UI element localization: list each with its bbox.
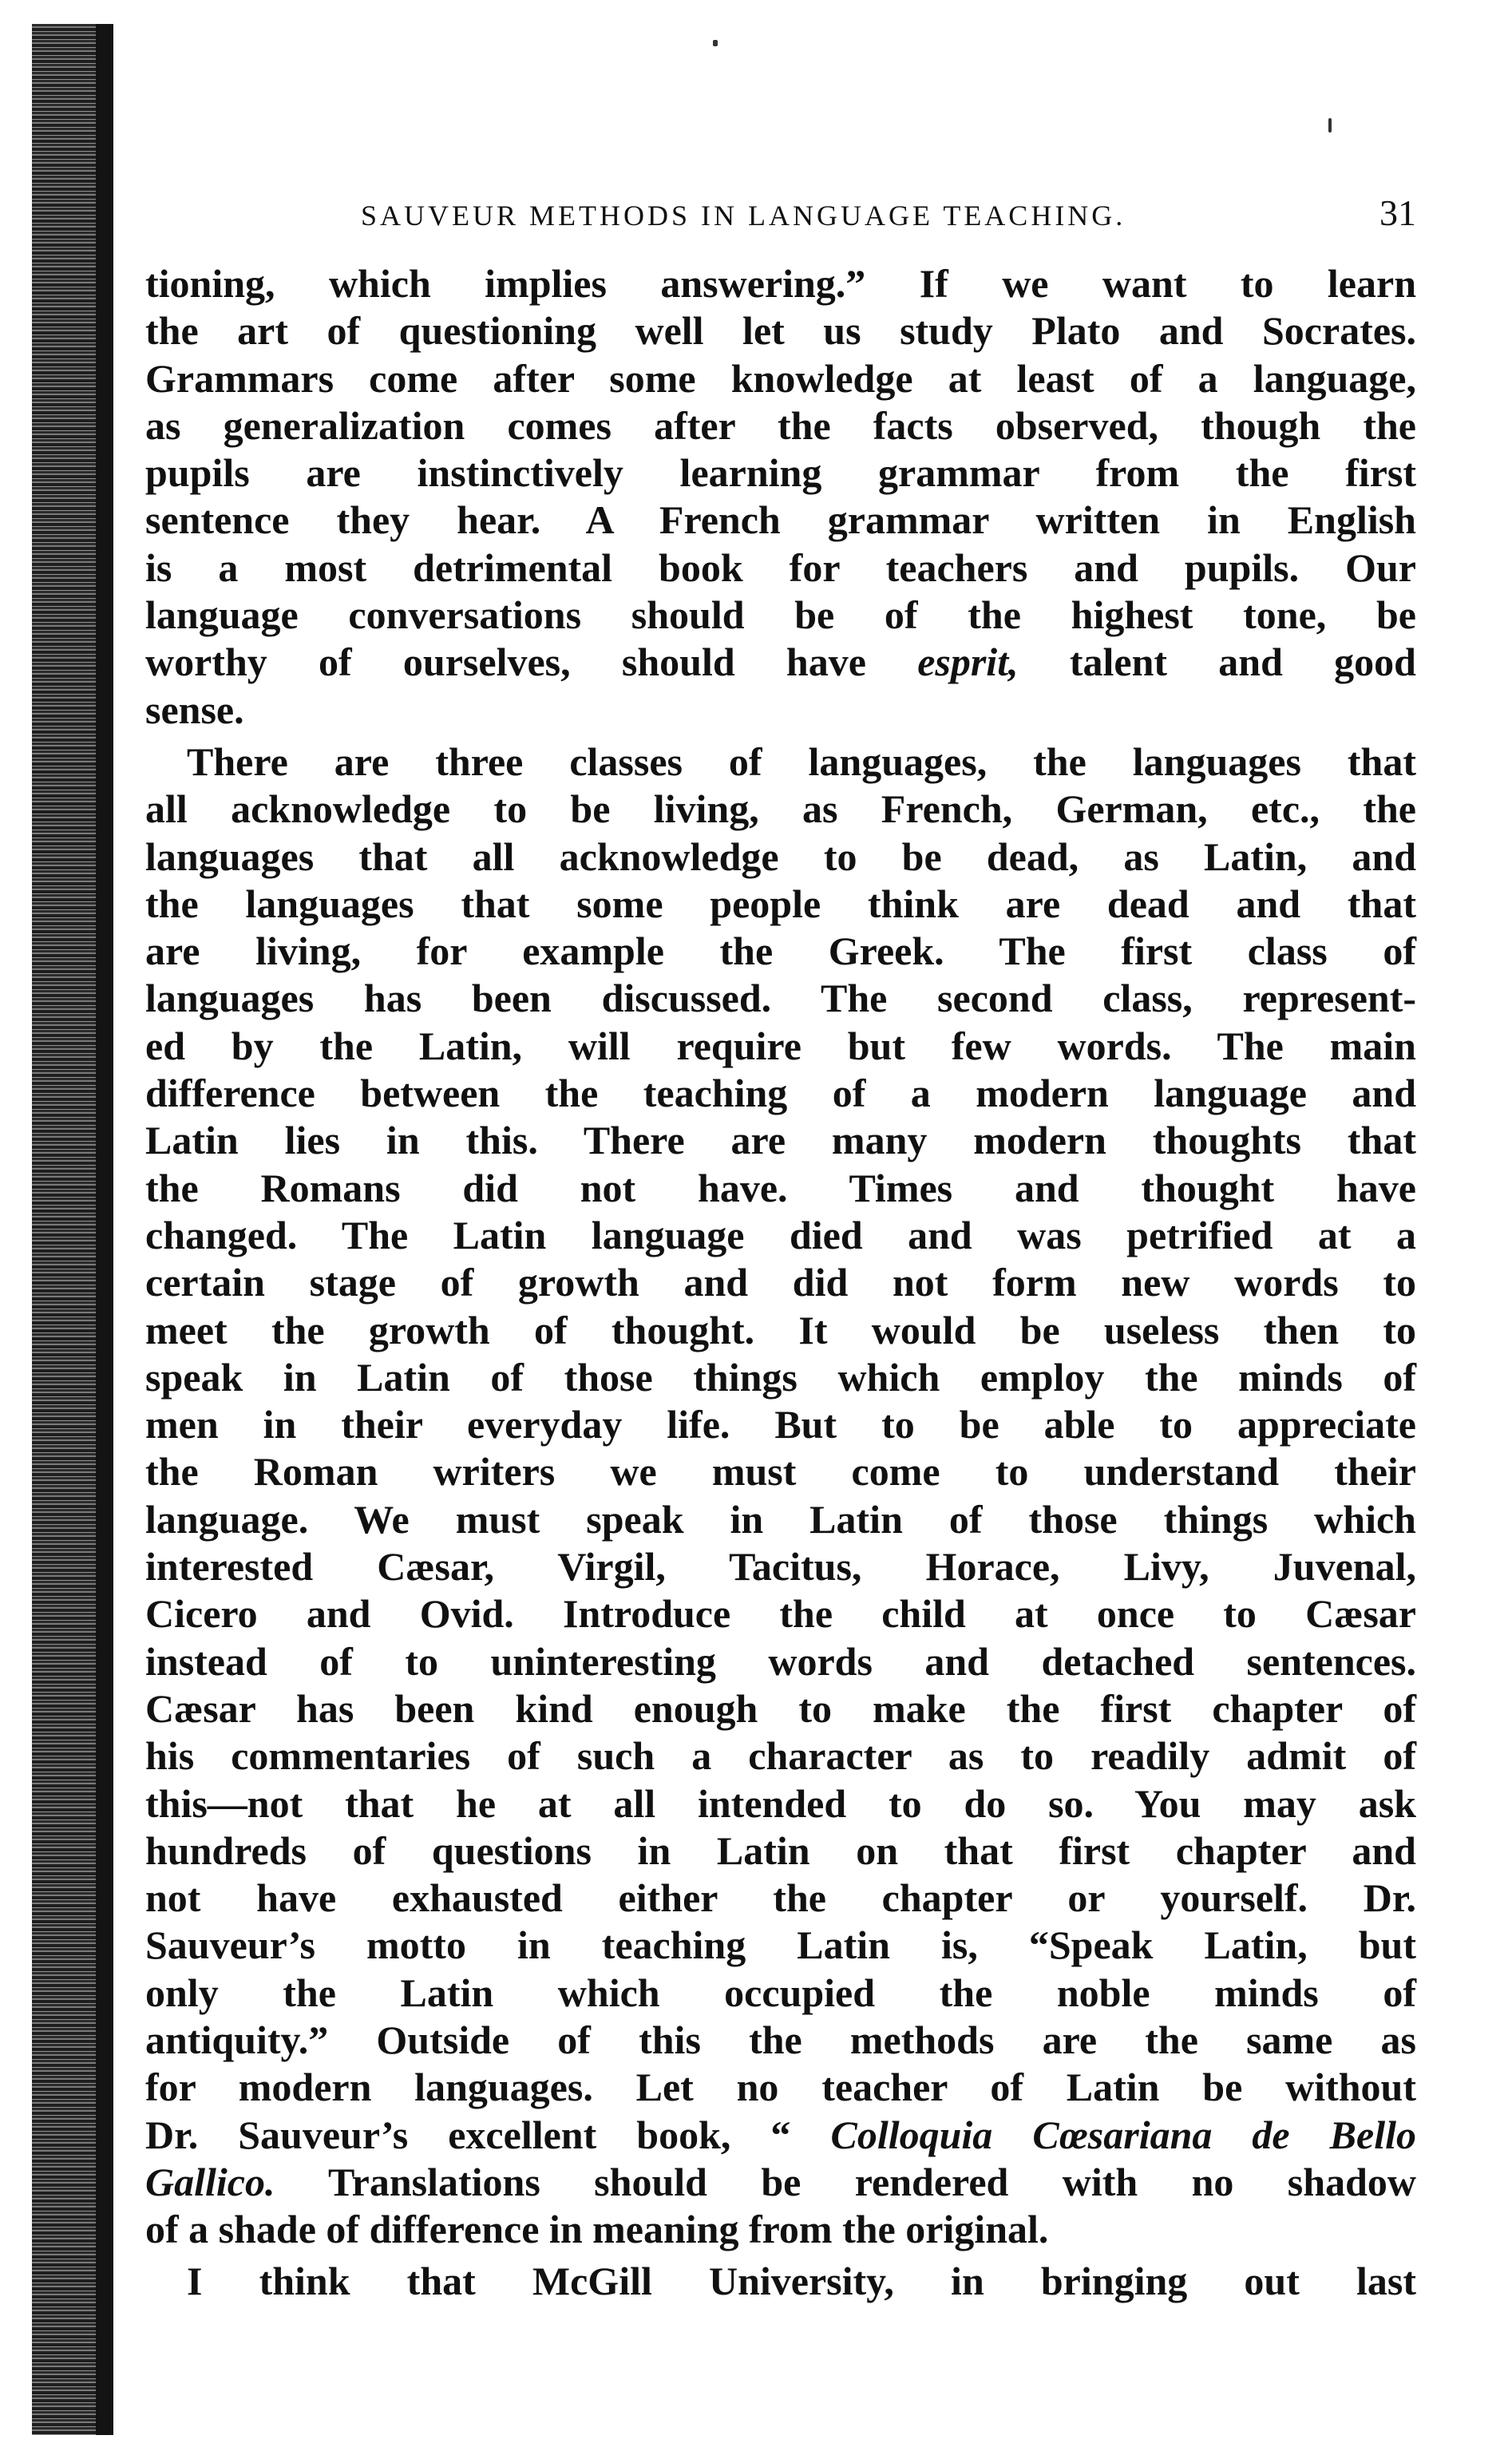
text-line: Cicero and Ovid. Introduce the child at once to Cæsar: [145, 1591, 1416, 1637]
text-line: this—not that he at all intended to do so. You may ask: [145, 1780, 1416, 1826]
text-line: the Roman writers we must come to understand their: [145, 1449, 1416, 1495]
text-line: language conversations should be of the highest tone, be: [145, 592, 1416, 638]
text-line: language. We must speak in Latin of those things which: [145, 1496, 1416, 1542]
text-line: changed. The Latin language died and was petrified at a: [145, 1212, 1416, 1257]
running-head: [145, 192, 1416, 247]
text-line: hundreds of questions in Latin on that first chapter and: [145, 1827, 1416, 1873]
text-line: instead of to uninteresting words and detached sentences.: [145, 1638, 1416, 1684]
text-line: the art of questioning well let us study Plato and Socrates.: [145, 308, 1416, 354]
book-binding-edge: [32, 24, 113, 2435]
text-line: not have exhausted either the chapter or yourself. Dr.: [145, 1875, 1416, 1921]
print-speck: [713, 40, 718, 46]
body-text: [145, 260, 1416, 2306]
text-line: for modern languages. Let no teacher of Latin be without: [145, 2065, 1416, 2110]
text-line: certain stage of growth and did not form new words to: [145, 1260, 1416, 1305]
text-line: meet the growth of thought. It would be useless then to: [145, 1307, 1416, 1352]
text-line: pupils are instinctively learning grammar from the first: [145, 450, 1416, 496]
text-line: languages that all acknowledge to be dead, as Latin, and: [145, 834, 1416, 879]
text-line: antiquity.” Outside of this the methods are the same as: [145, 2017, 1416, 2062]
text-line: only the Latin which occupied the noble minds of: [145, 1970, 1416, 2015]
text-line: interested Cæsar, Virgil, Tacitus, Horace, Livy, Juvenal,: [145, 1544, 1416, 1590]
text-line: difference between the teaching of a modern language and: [145, 1071, 1416, 1116]
text-line: speak in Latin of those things which employ the minds of: [145, 1354, 1416, 1400]
text-line: Dr. Sauveur’s excellent book, “ Colloquia Cœsariana de Bello: [145, 2112, 1416, 2157]
book-page: [145, 192, 1416, 2306]
text-line: the Romans did not have. Times and thought have: [145, 1165, 1416, 1210]
paragraph-first-line: There are three classes of languages, the languages that: [187, 738, 1416, 784]
running-title: SAUVEUR METHODS IN LANGUAGE TEACHING.: [361, 200, 1126, 232]
text-line: sense.: [145, 687, 244, 732]
text-line: of a shade of difference in meaning from the original.: [145, 2207, 1049, 2252]
text-line: sentence they hear. A French grammar written in English: [145, 497, 1416, 543]
page-number: 31: [1379, 192, 1416, 233]
text-line: is a most detrimental book for teachers and pupils. Our: [145, 544, 1416, 590]
text-line: languages has been discussed. The second class, represent-: [145, 976, 1416, 1021]
paragraph-first-line: I think that McGill University, in bringing out last: [187, 2259, 1416, 2304]
text-line: all acknowledge to be living, as French, German, etc., the: [145, 786, 1416, 832]
print-speck: [1328, 118, 1332, 133]
text-line: men in their everyday life. But to be able to appreciate: [145, 1402, 1416, 1447]
italic-book-title: Gallico.: [145, 2159, 275, 2204]
text-line: his commentaries of such a character as to readily admit of: [145, 1733, 1416, 1779]
text-line: Grammars come after some knowledge at least of a language,: [145, 355, 1416, 401]
text-line: Latin lies in this. There are many modern thoughts that: [145, 1118, 1416, 1163]
italic-word: esprit,: [917, 639, 1019, 685]
text-line: as generalization comes after the facts observed, though the: [145, 402, 1416, 448]
text-line: tioning, which implies answering.” If we want to learn: [145, 261, 1416, 306]
italic-book-title: Colloquia Cœsariana de Bello: [830, 2112, 1416, 2157]
text-line: ed by the Latin, will require but few words. The main: [145, 1023, 1416, 1068]
text-line: worthy of ourselves, should have esprit, talent and good: [145, 639, 1416, 685]
text-line: Gallico. Translations should be rendered with no shadow: [145, 2159, 1416, 2204]
text-line: the languages that some people think are dead and that: [145, 881, 1416, 926]
text-line: Sauveur’s motto in teaching Latin is, “Speak Latin, but: [145, 1922, 1416, 1968]
text-line: Cæsar has been kind enough to make the first chapter of: [145, 1685, 1416, 1731]
text-line: are living, for example the Greek. The first class of: [145, 929, 1416, 974]
